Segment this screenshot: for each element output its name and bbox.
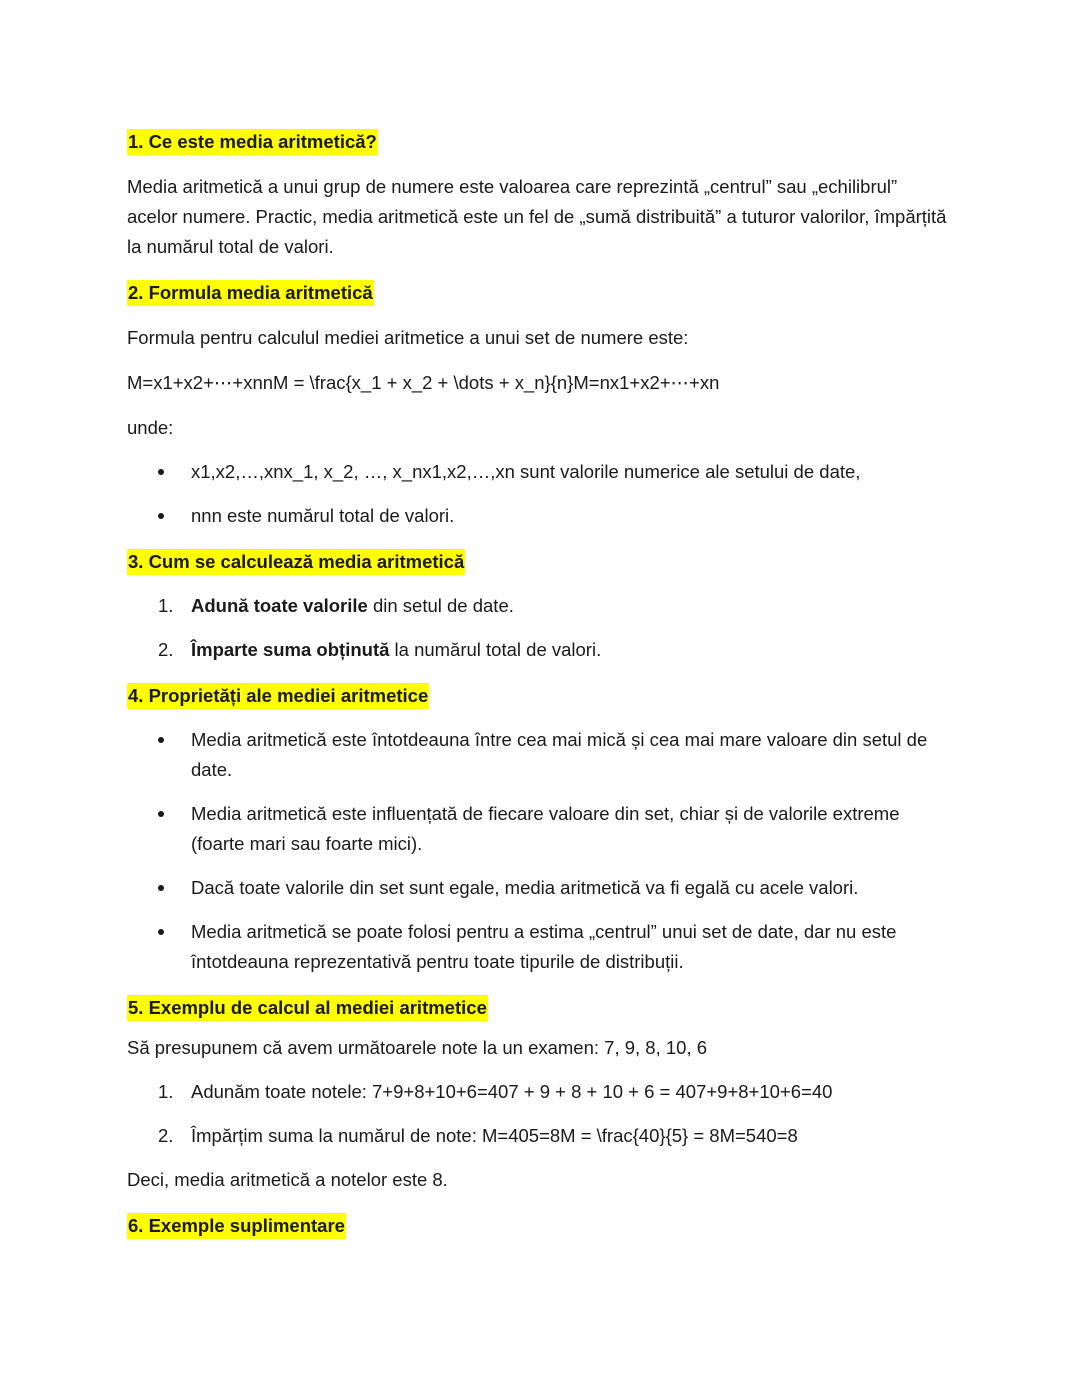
heading-3: 3. Cum se calculează media aritmetică — [127, 549, 465, 575]
example-steps-list — [127, 1077, 947, 1151]
paragraph-unde: unde: — [127, 417, 174, 438]
list-item: x1,x2,…,xnx_1, x_2, …, x_nx1,x2,…,xn sunt valorile numerice ale setului de date, — [127, 457, 947, 487]
document-page — [127, 127, 947, 1241]
heading-6: 6. Exemple suplimentare — [127, 1213, 346, 1239]
list-item — [127, 635, 947, 665]
list-item — [127, 591, 947, 621]
properties-list — [127, 725, 947, 977]
list-number: 2. — [158, 1125, 174, 1146]
list-item — [127, 1077, 947, 1107]
list-number: 1. — [158, 1081, 174, 1102]
paragraph-definition: Media aritmetică a unui grup de numere este valoarea care reprezintă „centrul” sau „echilibrul” acelor numere. Practic, media aritmetică este un fel de „sumă distribuită” a tuturor valorilor, împărțită la numărul total de valori. — [127, 176, 947, 257]
paragraph-example-intro: Să presupunem că avem următoarele note la un examen: 7, 9, 8, 10, 6 — [127, 1037, 708, 1058]
list-item: Media aritmetică este întotdeauna între cea mai mică și cea mai mare valoare din setul de date. — [127, 725, 947, 785]
formula-text: M=x1+x2+⋯+xnnM = \frac{x_1 + x_2 + \dots + x_n}{n}M=nx1+x2+⋯+xn — [127, 372, 720, 393]
step-bold-text: Adună toate valorile — [191, 595, 368, 616]
paragraph-formula-intro: Formula pentru calculul mediei aritmetice a unui set de numere este: — [127, 327, 689, 348]
list-item: nnn este numărul total de valori. — [127, 501, 947, 531]
list-item — [127, 1121, 947, 1151]
heading-4: 4. Proprietăți ale mediei aritmetice — [127, 683, 429, 709]
list-item: Dacă toate valorile din set sunt egale, media aritmetică va fi egală cu acele valori. — [127, 873, 947, 903]
step-text: din setul de date. — [367, 595, 514, 616]
list-item: Media aritmetică se poate folosi pentru a estima „centrul” unui set de date, dar nu este întotdeauna reprezentativă pentru toate tipurile de distribuții. — [127, 917, 947, 977]
step-bold-text: Împarte suma obținută — [191, 639, 390, 660]
heading-2: 2. Formula media aritmetică — [127, 280, 374, 306]
step-text: Adunăm toate notele: 7+9+8+10+6=407 + 9 + 8 + 10 + 6 = 407+9+8+10+6=40 — [191, 1081, 833, 1102]
heading-1: 1. Ce este media aritmetică? — [127, 129, 378, 155]
list-number: 1. — [158, 595, 174, 616]
list-number: 2. — [158, 639, 174, 660]
list-item: Media aritmetică este influențată de fiecare valoare din set, chiar și de valorile extreme (foarte mari sau foarte mici). — [127, 799, 947, 859]
step-text: Împărțim suma la numărul de note: M=405=8M = \frac{40}{5} = 8M=540=8 — [191, 1125, 798, 1146]
calculation-steps-list — [127, 591, 947, 665]
paragraph-conclusion: Deci, media aritmetică a notelor este 8. — [127, 1169, 448, 1190]
heading-5: 5. Exemplu de calcul al mediei aritmetice — [127, 995, 488, 1021]
formula-variables-list — [127, 457, 947, 531]
step-text: la numărul total de valori. — [389, 639, 602, 660]
